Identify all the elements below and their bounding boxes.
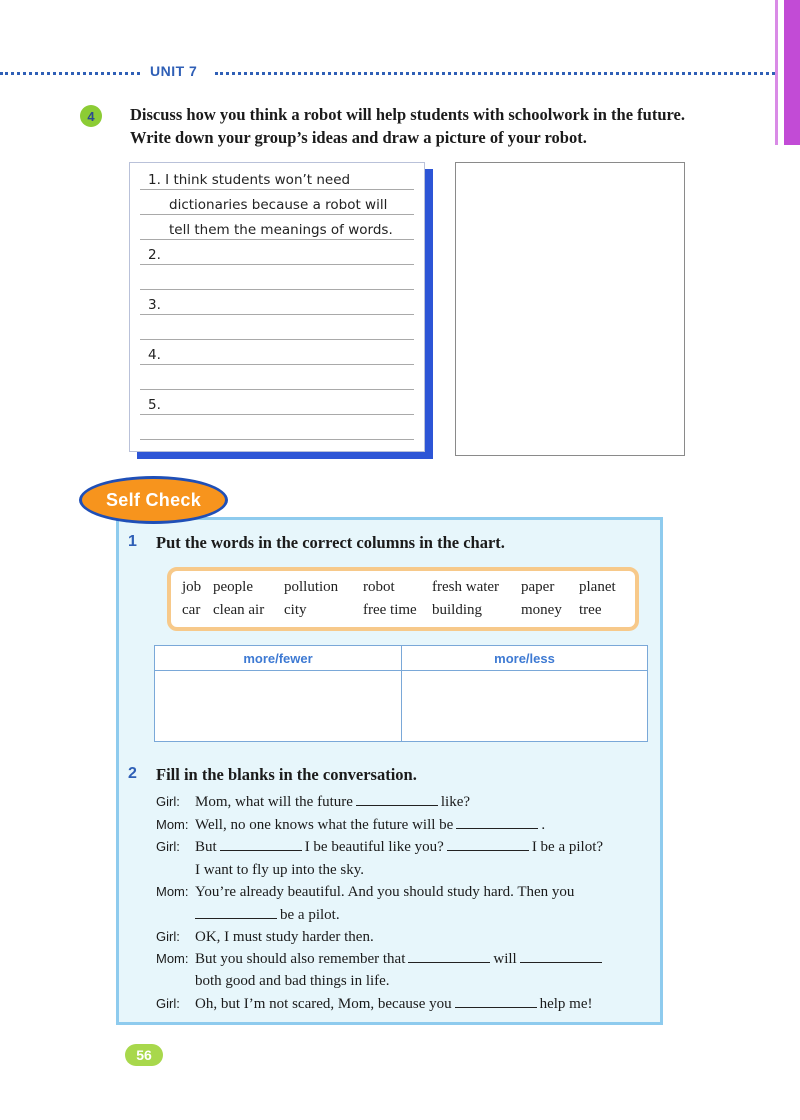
conversation-line bbox=[195, 815, 545, 835]
conversation-text: But you should also remember that bbox=[195, 951, 406, 967]
conversation-text: You’re already beautiful. And you should study hard. Then you bbox=[195, 884, 575, 900]
word: money bbox=[521, 602, 562, 618]
header-dotted-rule-left bbox=[0, 72, 140, 75]
unit-label: UNIT 7 bbox=[150, 63, 198, 79]
speaker-label: Mom: bbox=[156, 817, 189, 832]
ideas-lined-box bbox=[129, 162, 425, 452]
answer-blank bbox=[356, 794, 438, 806]
answer-blank bbox=[520, 951, 602, 963]
answer-blank bbox=[447, 839, 529, 851]
question-2-title: Fill in the blanks in the conversation. bbox=[156, 765, 417, 784]
question-1-title: Put the words in the correct columns in the chart. bbox=[156, 533, 505, 552]
word: fresh water bbox=[432, 579, 500, 595]
word: tree bbox=[579, 602, 602, 618]
idea-line-2: 2. bbox=[148, 247, 161, 263]
conversation-text: help me! bbox=[539, 996, 593, 1012]
idea-line-1b: dictionaries because a robot will bbox=[169, 197, 388, 213]
word: paper bbox=[521, 579, 555, 595]
word: pollution bbox=[284, 579, 339, 595]
conversation-text: Oh, but I’m not scared, Mom, because you bbox=[195, 996, 452, 1012]
writing-line bbox=[140, 314, 414, 315]
activity-instruction: Discuss how you think a robot will help students with schoolwork in the future. Write down your group’s ideas and draw a picture of your robot. bbox=[130, 105, 685, 147]
conversation-line bbox=[195, 994, 593, 1014]
word: robot bbox=[363, 579, 395, 595]
word: city bbox=[284, 602, 307, 618]
word: free time bbox=[363, 602, 417, 618]
side-tab bbox=[784, 0, 800, 145]
self-check-badge: Self Check bbox=[79, 476, 228, 524]
word: clean air bbox=[213, 602, 265, 618]
chart-column-divider bbox=[401, 646, 402, 741]
robot-drawing-box bbox=[455, 162, 685, 456]
chart-header-more-fewer: more/fewer bbox=[155, 646, 401, 671]
question-number: 2 bbox=[128, 765, 137, 782]
chart-header-more-less: more/less bbox=[401, 646, 648, 671]
word: building bbox=[432, 602, 483, 618]
speaker-label: Girl: bbox=[156, 794, 180, 809]
writing-line bbox=[140, 214, 414, 215]
writing-line bbox=[140, 189, 414, 190]
activity-number-badge: 4 bbox=[80, 105, 102, 127]
word: planet bbox=[579, 579, 616, 595]
speaker-label: Girl: bbox=[156, 839, 180, 854]
writing-line bbox=[140, 239, 414, 240]
conversation-line bbox=[195, 927, 374, 947]
conversation-line bbox=[195, 971, 390, 991]
conversation-line bbox=[195, 882, 574, 902]
word: people bbox=[213, 579, 253, 595]
conversation-text: I be a pilot? bbox=[531, 839, 604, 855]
conversation-text: But bbox=[195, 839, 217, 855]
word: car bbox=[182, 602, 201, 618]
conversation-text: . bbox=[541, 817, 546, 833]
page-number: 56 bbox=[125, 1044, 163, 1066]
writing-line bbox=[140, 339, 414, 340]
question-number: 1 bbox=[128, 533, 137, 550]
speaker-label: Girl: bbox=[156, 929, 180, 944]
speaker-label: Mom: bbox=[156, 884, 189, 899]
conversation-text: I be beautiful like you? bbox=[304, 839, 444, 855]
conversation-text: will bbox=[493, 951, 517, 967]
conversation-text: both good and bad things in life. bbox=[195, 973, 390, 989]
sorting-chart bbox=[154, 645, 648, 742]
writing-line bbox=[140, 264, 414, 265]
conversation-line bbox=[195, 860, 364, 880]
writing-line bbox=[140, 414, 414, 415]
conversation-text: like? bbox=[440, 794, 471, 810]
answer-blank bbox=[456, 817, 538, 829]
answer-blank bbox=[408, 951, 490, 963]
writing-line bbox=[140, 439, 414, 440]
conversation-text: OK, I must study harder then. bbox=[195, 929, 374, 945]
writing-line bbox=[140, 389, 414, 390]
conversation-text: Mom, what will the future bbox=[195, 794, 353, 810]
writing-line bbox=[140, 364, 414, 365]
idea-line-4: 4. bbox=[148, 347, 161, 363]
word: job bbox=[182, 579, 202, 595]
header-dotted-rule-right bbox=[215, 72, 775, 75]
idea-line-3: 3. bbox=[148, 297, 161, 313]
side-tab-stripe bbox=[775, 0, 778, 145]
idea-line-1c: tell them the meanings of words. bbox=[169, 222, 393, 238]
conversation-line bbox=[195, 837, 603, 857]
speaker-label: Girl: bbox=[156, 996, 180, 1011]
conversation-text: I want to fly up into the sky. bbox=[195, 862, 365, 878]
word-bank bbox=[167, 567, 639, 631]
answer-blank bbox=[195, 907, 277, 919]
writing-line bbox=[140, 289, 414, 290]
conversation-text: Well, no one knows what the future will be bbox=[195, 817, 454, 833]
idea-line-1: 1. I think students won’t need bbox=[148, 172, 351, 188]
speaker-label: Mom: bbox=[156, 951, 189, 966]
conversation-line bbox=[195, 792, 470, 812]
conversation-line bbox=[195, 949, 605, 969]
conversation-line bbox=[192, 905, 340, 925]
answer-blank bbox=[220, 839, 302, 851]
idea-line-5: 5. bbox=[148, 397, 161, 413]
conversation-text: be a pilot. bbox=[280, 907, 340, 923]
answer-blank bbox=[455, 996, 537, 1008]
